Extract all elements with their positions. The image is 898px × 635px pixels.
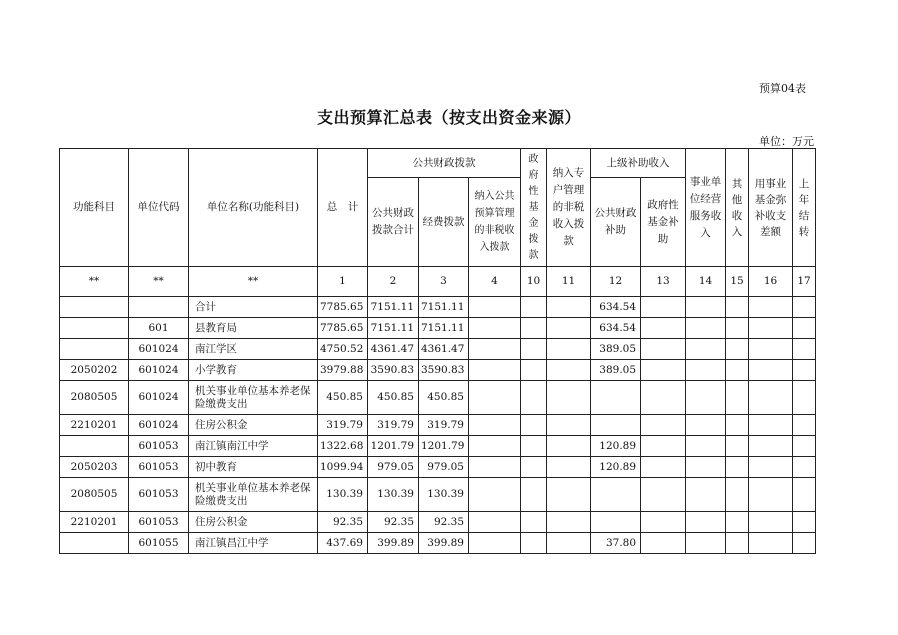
cell-name: 合计 xyxy=(189,297,318,318)
cell-empty xyxy=(469,478,521,512)
cell-empty xyxy=(686,533,726,554)
unit-label: 单位：万元 xyxy=(759,135,814,148)
cell-empty xyxy=(547,415,591,436)
cell-empty xyxy=(469,436,521,457)
column-number: 3 xyxy=(419,267,469,297)
cell-upper-public xyxy=(591,381,641,415)
cell-code: 601024 xyxy=(129,360,189,381)
cell-empty xyxy=(469,297,521,318)
cell-empty xyxy=(726,415,749,436)
cell-empty xyxy=(469,512,521,533)
cell-empty xyxy=(547,478,591,512)
cell-func: 2080505 xyxy=(60,478,129,512)
cell-total: 3979.88 xyxy=(318,360,368,381)
cell-name: 小学教育 xyxy=(189,360,318,381)
cell-pf-total: 7151.11 xyxy=(368,297,419,318)
cell-empty xyxy=(469,318,521,339)
cell-expense: 1201.79 xyxy=(419,436,469,457)
cell-empty xyxy=(726,339,749,360)
cell-expense: 7151.11 xyxy=(419,297,469,318)
cell-empty xyxy=(749,339,793,360)
header-nontax-special: 纳入专户管理的非税收入拨款 xyxy=(547,149,591,267)
cell-empty xyxy=(793,533,816,554)
cell-code xyxy=(129,297,189,318)
cell-empty xyxy=(547,339,591,360)
header-upper-subsidy: 上级补助收入 xyxy=(591,149,686,178)
cell-pf-total: 3590.83 xyxy=(368,360,419,381)
cell-empty xyxy=(547,318,591,339)
cell-upper-public: 120.89 xyxy=(591,436,641,457)
cell-empty xyxy=(547,457,591,478)
header-func-subject: 功能科目 xyxy=(60,149,129,267)
column-number: 1 xyxy=(318,267,368,297)
column-number: 2 xyxy=(368,267,419,297)
table-row xyxy=(60,381,816,415)
header-other: 其 他 收 入 xyxy=(731,177,743,238)
cell-empty xyxy=(521,512,547,533)
cell-empty xyxy=(641,478,686,512)
column-number: 11 xyxy=(547,267,591,297)
cell-empty xyxy=(749,381,793,415)
cell-empty xyxy=(521,318,547,339)
cell-empty xyxy=(521,381,547,415)
cell-upper-public: 37.80 xyxy=(591,533,641,554)
cell-code: 601 xyxy=(129,318,189,339)
cell-empty xyxy=(749,297,793,318)
cell-total: 1322.68 xyxy=(318,436,368,457)
cell-empty xyxy=(749,457,793,478)
cell-upper-public: 120.89 xyxy=(591,457,641,478)
cell-empty xyxy=(641,457,686,478)
cell-empty xyxy=(547,533,591,554)
header-expense-alloc: 经费拨款 xyxy=(419,178,469,267)
header-nontax-public: 纳入公共预算管理的非税收入拨款 xyxy=(469,178,521,267)
cell-name: 南江学区 xyxy=(189,339,318,360)
cell-func: 2210201 xyxy=(60,512,129,533)
cell-empty xyxy=(749,415,793,436)
cell-empty xyxy=(726,381,749,415)
cell-pf-total: 319.79 xyxy=(368,415,419,436)
cell-empty xyxy=(726,533,749,554)
cell-func xyxy=(60,533,129,554)
cell-func xyxy=(60,297,129,318)
cell-name: 南江镇昌江中学 xyxy=(189,533,318,554)
cell-total: 437.69 xyxy=(318,533,368,554)
cell-total: 450.85 xyxy=(318,381,368,415)
cell-func: 2050202 xyxy=(60,360,129,381)
cell-empty xyxy=(641,339,686,360)
cell-empty xyxy=(521,457,547,478)
cell-pf-total: 450.85 xyxy=(368,381,419,415)
cell-empty xyxy=(469,457,521,478)
cell-empty xyxy=(521,436,547,457)
cell-expense: 450.85 xyxy=(419,381,469,415)
cell-empty xyxy=(793,457,816,478)
cell-empty xyxy=(469,533,521,554)
column-number: 15 xyxy=(726,267,749,297)
cell-empty xyxy=(521,360,547,381)
cell-name: 南江镇南江中学 xyxy=(189,436,318,457)
cell-expense: 319.79 xyxy=(419,415,469,436)
table-row xyxy=(60,318,816,339)
cell-name: 住房公积金 xyxy=(189,415,318,436)
cell-empty xyxy=(469,360,521,381)
cell-empty xyxy=(793,339,816,360)
cell-empty xyxy=(641,360,686,381)
cell-empty xyxy=(726,297,749,318)
cell-empty xyxy=(547,360,591,381)
cell-total: 1099.94 xyxy=(318,457,368,478)
cell-upper-public: 389.05 xyxy=(591,360,641,381)
table-row xyxy=(60,533,816,554)
cell-empty xyxy=(547,297,591,318)
cell-pf-total: 92.35 xyxy=(368,512,419,533)
cell-empty xyxy=(641,381,686,415)
cell-empty xyxy=(686,415,726,436)
cell-empty xyxy=(547,381,591,415)
cell-empty xyxy=(749,360,793,381)
header-unit-name: 单位名称(功能科目) xyxy=(189,149,318,267)
cell-empty xyxy=(793,318,816,339)
cell-pf-total: 4361.47 xyxy=(368,339,419,360)
cell-total: 92.35 xyxy=(318,512,368,533)
header-public-finance: 公共财政拨款 xyxy=(368,149,521,178)
cell-func: 2050203 xyxy=(60,457,129,478)
cell-empty xyxy=(793,512,816,533)
cell-upper-public: 389.05 xyxy=(591,339,641,360)
cell-upper-public xyxy=(591,478,641,512)
header-gov-fund: 政 府 性 基 金 拨 款 xyxy=(528,153,539,261)
cell-empty xyxy=(686,478,726,512)
cell-empty xyxy=(686,436,726,457)
cell-empty xyxy=(749,533,793,554)
cell-code: 601053 xyxy=(129,436,189,457)
cell-code: 601055 xyxy=(129,533,189,554)
cell-total: 4750.52 xyxy=(318,339,368,360)
cell-empty xyxy=(726,318,749,339)
cell-empty xyxy=(641,297,686,318)
column-number: ** xyxy=(189,267,318,297)
cell-func xyxy=(60,436,129,457)
cell-empty xyxy=(793,478,816,512)
cell-empty xyxy=(749,512,793,533)
cell-expense: 92.35 xyxy=(419,512,469,533)
column-number-row xyxy=(60,267,816,297)
cell-empty xyxy=(641,512,686,533)
cell-empty xyxy=(726,436,749,457)
column-number: 14 xyxy=(686,267,726,297)
cell-code: 601053 xyxy=(129,478,189,512)
cell-func xyxy=(60,339,129,360)
cell-total: 130.39 xyxy=(318,478,368,512)
cell-empty xyxy=(793,381,816,415)
table-row xyxy=(60,512,816,533)
cell-empty xyxy=(686,381,726,415)
cell-empty xyxy=(641,318,686,339)
table-row xyxy=(60,415,816,436)
cell-upper-public: 634.54 xyxy=(591,297,641,318)
cell-empty xyxy=(521,533,547,554)
cell-empty xyxy=(686,360,726,381)
cell-empty xyxy=(686,339,726,360)
column-number: 12 xyxy=(591,267,641,297)
cell-empty xyxy=(521,415,547,436)
cell-empty xyxy=(686,297,726,318)
cell-empty xyxy=(521,297,547,318)
table-row xyxy=(60,360,816,381)
column-number: 13 xyxy=(641,267,686,297)
cell-pf-total: 979.05 xyxy=(368,457,419,478)
cell-pf-total: 130.39 xyxy=(368,478,419,512)
header-use-fund: 用事业基金弥补收支差额 xyxy=(749,149,793,267)
cell-empty xyxy=(749,478,793,512)
cell-expense: 4361.47 xyxy=(419,339,469,360)
header-total: 总 计 xyxy=(318,149,368,267)
cell-empty xyxy=(686,512,726,533)
cell-func xyxy=(60,318,129,339)
column-number: ** xyxy=(60,267,129,297)
column-number: 16 xyxy=(749,267,793,297)
page-title: 支出预算汇总表（按支出资金来源） xyxy=(316,108,581,127)
header-carry: 上 年 结 转 xyxy=(798,177,810,238)
cell-func: 2210201 xyxy=(60,415,129,436)
cell-expense: 3590.83 xyxy=(419,360,469,381)
cell-upper-public xyxy=(591,512,641,533)
cell-empty xyxy=(469,415,521,436)
header-business: 事业单位经营服务收入 xyxy=(686,149,726,267)
column-number: 10 xyxy=(521,267,547,297)
cell-expense: 7151.11 xyxy=(419,318,469,339)
cell-empty xyxy=(793,436,816,457)
cell-empty xyxy=(521,478,547,512)
table-row xyxy=(60,436,816,457)
cell-code: 601024 xyxy=(129,339,189,360)
cell-name: 县教育局 xyxy=(189,318,318,339)
column-number: 4 xyxy=(469,267,521,297)
cell-total: 319.79 xyxy=(318,415,368,436)
cell-empty xyxy=(726,457,749,478)
cell-func: 2080505 xyxy=(60,381,129,415)
column-number: ** xyxy=(129,267,189,297)
cell-empty xyxy=(641,415,686,436)
cell-empty xyxy=(749,436,793,457)
header-unit-code: 单位代码 xyxy=(129,149,189,267)
cell-empty xyxy=(469,381,521,415)
cell-empty xyxy=(726,512,749,533)
header-upper-public: 公共财政补助 xyxy=(591,178,641,267)
cell-empty xyxy=(749,318,793,339)
cell-empty xyxy=(686,457,726,478)
cell-empty xyxy=(726,360,749,381)
cell-name: 初中教育 xyxy=(189,457,318,478)
cell-name: 住房公积金 xyxy=(189,512,318,533)
cell-empty xyxy=(793,415,816,436)
cell-expense: 399.89 xyxy=(419,533,469,554)
cell-code: 601024 xyxy=(129,415,189,436)
cell-code: 601024 xyxy=(129,381,189,415)
cell-total: 7785.65 xyxy=(318,297,368,318)
table-row xyxy=(60,478,816,512)
cell-empty xyxy=(547,512,591,533)
cell-pf-total: 1201.79 xyxy=(368,436,419,457)
cell-code: 601053 xyxy=(129,457,189,478)
header-upper-gov: 政府性基金补助 xyxy=(641,178,686,267)
cell-total: 7785.65 xyxy=(318,318,368,339)
cell-empty xyxy=(793,360,816,381)
table-row xyxy=(60,297,816,318)
cell-name: 机关事业单位基本养老保险缴费支出 xyxy=(189,478,318,512)
cell-upper-public: 634.54 xyxy=(591,318,641,339)
column-number: 17 xyxy=(793,267,816,297)
table-row xyxy=(60,339,816,360)
form-id: 预算04表 xyxy=(759,82,806,95)
cell-upper-public xyxy=(591,415,641,436)
cell-empty xyxy=(793,297,816,318)
cell-empty xyxy=(726,478,749,512)
cell-pf-total: 399.89 xyxy=(368,533,419,554)
cell-empty xyxy=(469,339,521,360)
budget-table xyxy=(59,148,816,554)
cell-empty xyxy=(641,436,686,457)
cell-empty xyxy=(641,533,686,554)
cell-empty xyxy=(521,339,547,360)
cell-expense: 130.39 xyxy=(419,478,469,512)
cell-empty xyxy=(547,436,591,457)
cell-expense: 979.05 xyxy=(419,457,469,478)
cell-name: 机关事业单位基本养老保险缴费支出 xyxy=(189,381,318,415)
cell-code: 601053 xyxy=(129,512,189,533)
header-public-finance-total: 公共财政拨款合计 xyxy=(368,178,419,267)
cell-pf-total: 7151.11 xyxy=(368,318,419,339)
cell-empty xyxy=(686,318,726,339)
table-row xyxy=(60,457,816,478)
